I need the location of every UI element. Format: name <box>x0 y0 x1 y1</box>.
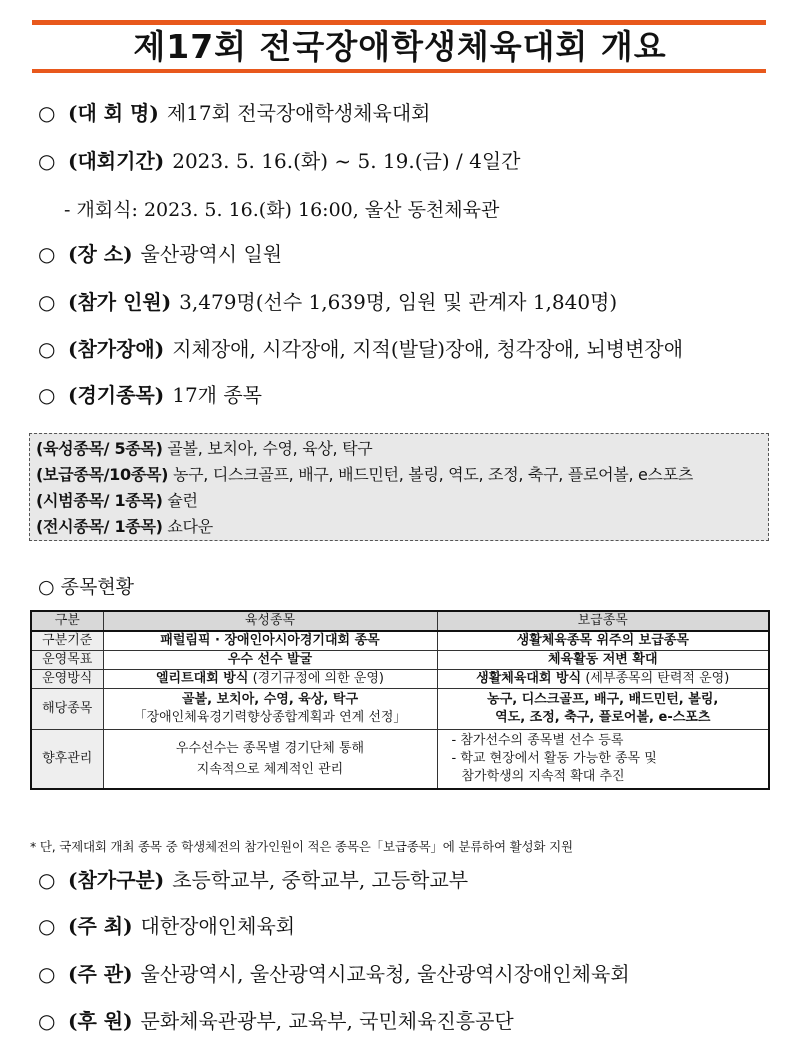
bullet-icon: ○ <box>38 290 56 314</box>
item-label: (참가구분) <box>68 868 165 892</box>
table-header: 육성종목 <box>103 611 437 631</box>
bullet-icon: ○ <box>38 383 56 407</box>
sports-key: (육성종목/ 5종목) <box>36 439 163 458</box>
item-value: 3,479명(선수 1,639명, 임원 및 관계자 1,840명) <box>179 290 618 314</box>
item-event-name <box>38 100 430 126</box>
table-row <box>31 670 769 689</box>
bullet-icon: ○ <box>38 868 56 892</box>
item-value: 문화체육관광부, 교육부, 국민체육진흥공단 <box>140 1009 514 1033</box>
item-label: (장 소) <box>68 242 133 266</box>
row-label: 해당종목 <box>31 689 103 730</box>
cell-line: 역도, 조정, 축구, 플로어볼, e-스포츠 <box>495 710 711 725</box>
item-divisions <box>38 867 468 893</box>
item-value: 지체장애, 시각장애, 지적(발달)장애, 청각장애, 뇌병변장애 <box>172 337 684 361</box>
table-cell: 체육활동 저변 확대 <box>437 651 769 670</box>
table-row <box>31 730 769 790</box>
opening-ceremony: - 개회식: 2023. 5. 16.(화) 16:00, 울산 동천체육관 <box>64 199 500 221</box>
item-label: (주 관) <box>68 962 133 986</box>
sports-row <box>36 436 372 459</box>
sports-key: (보급종목/10종목) <box>36 465 169 484</box>
item-events <box>38 382 262 408</box>
page-title: 제17회 전국장애학생체육대회 개요 <box>133 27 667 66</box>
cell-line: 우수선수는 종목별 경기단체 통해 <box>175 741 365 756</box>
item-value: 울산광역시, 울산광역시교육청, 울산광역시장애인체육회 <box>140 962 630 986</box>
sports-status-table <box>30 610 770 790</box>
table-cell <box>103 670 437 689</box>
cell-bold: 엘리트대회 방식 <box>155 671 249 686</box>
table-cell <box>103 689 437 730</box>
table-row <box>31 631 769 651</box>
table-cell <box>437 670 769 689</box>
item-participants <box>38 289 617 315</box>
bullet-icon: ○ <box>38 914 56 938</box>
table-cell <box>437 689 769 730</box>
cell-line: 골볼, 보치아, 수영, 육상, 탁구 <box>182 692 358 707</box>
table-cell: 우수 선수 발굴 <box>103 651 437 670</box>
sports-category-box <box>29 433 769 541</box>
item-sponsor <box>38 1008 514 1034</box>
bullet-icon: ○ <box>38 101 56 125</box>
row-label: 구분기준 <box>31 631 103 651</box>
sports-value: 농구, 디스크골프, 배구, 배드민턴, 볼링, 역도, 조정, 축구, 플로어볼, e스포츠 <box>172 465 694 484</box>
sports-value: 쇼다운 <box>167 517 213 536</box>
item-value: 제17회 전국장애학생체육대회 <box>166 101 431 125</box>
bullet-icon: ○ <box>38 962 56 986</box>
sports-value: 슐런 <box>167 491 198 510</box>
sports-key: (전시종목/ 1종목) <box>36 517 163 536</box>
row-label: 운영목표 <box>31 651 103 670</box>
table-cell: 패럴림픽 · 장애인아시아경기대회 종목 <box>103 631 437 651</box>
cell-line: 지속적으로 체계적인 관리 <box>196 762 344 777</box>
table-cell <box>437 730 769 790</box>
title-bottom-bar <box>32 69 766 73</box>
cell-bold: 생활체육대회 방식 <box>476 671 582 686</box>
table-cell: 생활체육종목 위주의 보급종목 <box>437 631 769 651</box>
title-top-bar <box>32 20 766 25</box>
cell-text: (경기규정에 의한 운영) <box>252 671 384 686</box>
row-label: 향후관리 <box>31 730 103 790</box>
item-value: 대한장애인체육회 <box>140 914 296 938</box>
sports-row <box>36 488 198 511</box>
cell-line: - 학교 현장에서 활동 가능한 종목 및 <box>451 751 657 766</box>
item-label: (경기종목) <box>68 383 165 407</box>
item-host <box>38 913 295 939</box>
bullet-icon: ○ <box>38 149 56 173</box>
sports-value: 골볼, 보치아, 수영, 육상, 탁구 <box>167 439 373 458</box>
sports-row <box>36 514 213 537</box>
item-label: (후 원) <box>68 1009 133 1033</box>
item-label: (참가 인원) <box>68 290 172 314</box>
item-label: (대 회 명) <box>68 101 159 125</box>
sports-row <box>36 462 693 485</box>
item-disability-types <box>38 336 683 362</box>
item-value: 울산광역시 일원 <box>140 242 283 266</box>
item-label: (대회기간) <box>68 149 165 173</box>
item-value: 2023. 5. 16.(화) ~ 5. 19.(금) / 4일간 <box>172 149 521 173</box>
footnote: * 단, 국제대회 개최 종목 중 학생체전의 참가인원이 적은 종목은「보급종목」에 분류하여 활성화 지원 <box>30 839 573 854</box>
table-header: 구분 <box>31 611 103 631</box>
sports-key: (시범종목/ 1종목) <box>36 491 163 510</box>
item-label: (참가장애) <box>68 337 165 361</box>
table-row <box>31 689 769 730</box>
cell-text: (세부종목의 탄력적 운영) <box>585 671 730 686</box>
bullet-icon: ○ <box>38 1009 56 1033</box>
item-period <box>38 148 520 174</box>
cell-line: 「장애인체육경기력향상종합계획과 연계 선정」 <box>133 710 407 725</box>
cell-line: 참가학생의 지속적 확대 추진 <box>461 769 625 784</box>
table-cell <box>103 730 437 790</box>
item-value: 초등학교부, 중학교부, 고등학교부 <box>172 868 469 892</box>
row-label: 운영방식 <box>31 670 103 689</box>
table-row <box>31 651 769 670</box>
bullet-icon: ○ <box>38 337 56 361</box>
cell-line: 농구, 디스크골프, 배구, 배드민턴, 볼링, <box>487 692 719 707</box>
cell-line: - 참가선수의 종목별 선수 등록 <box>451 733 624 748</box>
item-value: 17개 종목 <box>172 383 262 407</box>
bullet-icon: ○ <box>38 242 56 266</box>
item-venue <box>38 241 282 267</box>
item-organizer <box>38 961 630 987</box>
status-heading: ○ 종목현황 <box>38 576 135 598</box>
item-label: (주 최) <box>68 914 133 938</box>
table-header: 보급종목 <box>437 611 769 631</box>
table-header-row <box>31 611 769 631</box>
